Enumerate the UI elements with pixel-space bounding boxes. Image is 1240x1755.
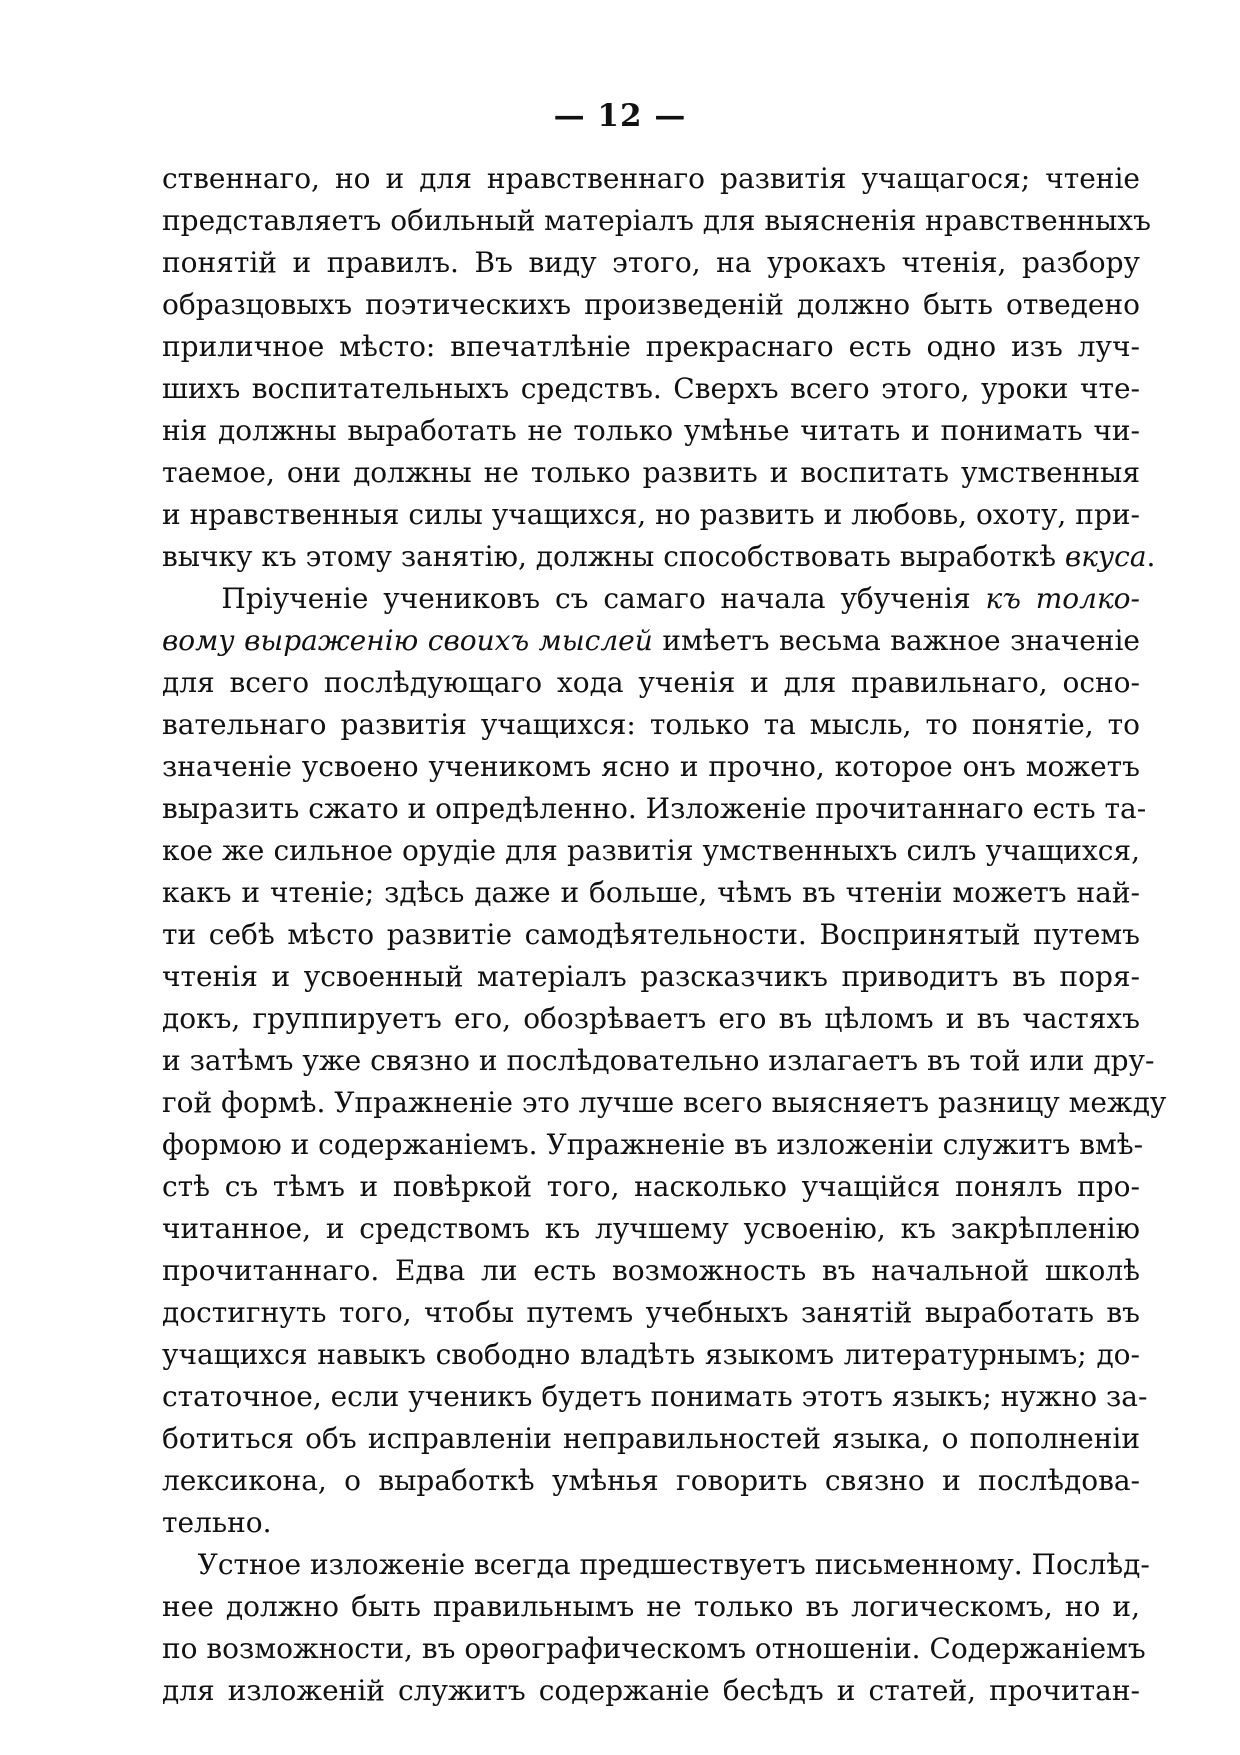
- text-run: ботиться объ исправленіи неправильностей языка, о пополненіи: [162, 1422, 1140, 1455]
- text-run: кое же сильное орудіе для развитія умственныхъ силъ учащихся,: [162, 834, 1140, 867]
- text-run: читанное, и средствомъ къ лучшему усвоенію, къ закрѣпленію: [162, 1212, 1140, 1245]
- text-run: приличное мѣсто: впечатлѣніе прекраснаго есть одно изъ луч-: [162, 330, 1140, 363]
- text-line: [162, 620, 1140, 662]
- text-run: тельно.: [162, 1506, 272, 1539]
- text-run: представляетъ обильный матеріалъ для выясненія нравственныхъ: [162, 204, 1151, 237]
- text-line: [162, 536, 1156, 578]
- text-line: [162, 284, 1140, 326]
- text-run: нее должно быть правильнымъ не только въ логическомъ, но и,: [162, 1590, 1140, 1623]
- text-line: [162, 746, 1140, 788]
- text-run: ти себѣ мѣсто развитіе самодѣятельности. Воспринятый путемъ: [162, 918, 1140, 951]
- italic-text: къ толко-: [985, 582, 1140, 615]
- text-line: [162, 872, 1140, 914]
- text-line: [162, 1334, 1140, 1376]
- text-line: [162, 956, 1140, 998]
- text-line: [162, 578, 1140, 620]
- text-run: таемое, они должны не только развить и воспитать умственныя: [162, 456, 1140, 489]
- text-line: [162, 1124, 1144, 1166]
- text-run: лексикона, о выработкѣ умѣнья говорить связно и послѣдова-: [162, 1464, 1140, 1497]
- text-run: выразить сжато и опредѣленно. Изложеніе прочитаннаго есть та-: [162, 792, 1147, 825]
- text-line: [162, 1082, 1167, 1124]
- text-run: какъ и чтеніе; здѣсь даже и больше, чѣмъ въ чтеніи можетъ най-: [162, 876, 1140, 909]
- text-line: [162, 368, 1140, 410]
- text-run: Устное изложеніе всегда предшествуетъ письменному. Послѣд-: [162, 1548, 1150, 1581]
- text-line: [162, 1040, 1155, 1082]
- text-run: образцовыхъ поэтическихъ произведеній должно быть отведено: [162, 288, 1140, 321]
- text-line: [162, 1418, 1140, 1460]
- text-line: [162, 1670, 1140, 1712]
- text-run: понятій и правилъ. Въ виду этого, на урокахъ чтенія, разбору: [162, 246, 1140, 279]
- text-run: статочное, если ученикъ будетъ понимать этотъ языкъ; нужно за-: [162, 1380, 1148, 1413]
- text-run: Пріученіе учениковъ съ самаго начала убученія: [162, 582, 986, 615]
- text-line: [162, 1292, 1140, 1334]
- text-run: учащихся навыкъ свободно владѣть языкомъ литературнымъ; до-: [162, 1338, 1140, 1371]
- text-line: [162, 998, 1140, 1040]
- text-line: [162, 1544, 1150, 1586]
- text-run: .: [1146, 540, 1156, 573]
- text-run: для изложеній служитъ содержаніе бесѣдъ и статей, прочитан-: [162, 1674, 1140, 1707]
- text-run: вычку къ этому занятію, должны способствовать выработкѣ: [162, 540, 1065, 573]
- text-line: [162, 1250, 1140, 1292]
- text-run: нія должны выработать не только умѣнье читать и понимать чи-: [162, 414, 1140, 447]
- text-run: имѣетъ весьма важное значеніе: [652, 624, 1140, 657]
- text-line: [162, 1166, 1140, 1208]
- text-line: [162, 788, 1147, 830]
- body-text: [162, 158, 1167, 1712]
- text-line: [162, 1586, 1140, 1628]
- text-line: [162, 1628, 1146, 1670]
- text-line: [162, 494, 1140, 536]
- text-run: гой формѣ. Упражненіе это лучше всего выясняетъ разницу между: [162, 1086, 1167, 1119]
- text-run: ственнаго, но и для нравственнаго развитія учащагося; чтеніе: [162, 162, 1140, 195]
- text-run: шихъ воспитательныхъ средствъ. Сверхъ всего этого, уроки чте-: [162, 372, 1140, 405]
- text-run: и нравственныя силы учащихся, но развить и любовь, охоту, при-: [162, 498, 1140, 531]
- italic-text: вкуса: [1064, 540, 1147, 573]
- text-line: [162, 662, 1140, 704]
- text-run: чтенія и усвоенный матеріалъ разсказчикъ приводитъ въ поря-: [162, 960, 1140, 993]
- text-line: [162, 326, 1140, 368]
- text-run: и затѣмъ уже связно и послѣдовательно излагаетъ въ той или дру-: [162, 1044, 1155, 1077]
- text-run: прочитаннаго. Едва ли есть возможность въ начальной школѣ: [162, 1254, 1140, 1287]
- text-line: [162, 410, 1140, 452]
- text-run: по возможности, въ орѳографическомъ отношеніи. Содержаніемъ: [162, 1632, 1146, 1665]
- text-line: [162, 704, 1140, 746]
- text-line: [162, 200, 1151, 242]
- text-line: [162, 242, 1140, 284]
- text-line: [162, 1376, 1148, 1418]
- text-line: [162, 1460, 1140, 1502]
- text-run: стѣ съ тѣмъ и повѣркой того, насколько учащійся понялъ про-: [162, 1170, 1140, 1203]
- text-line: [162, 830, 1140, 872]
- text-line: [162, 158, 1140, 200]
- page-number: — 12 —: [553, 98, 687, 134]
- text-run: формою и содержаніемъ. Упражненіе въ изложеніи служитъ вмѣ-: [162, 1128, 1144, 1161]
- text-line: [162, 452, 1140, 494]
- text-line: [162, 1502, 1140, 1544]
- text-run: значеніе усвоено ученикомъ ясно и прочно, которое онъ можетъ: [162, 750, 1140, 783]
- text-run: докъ, группируетъ его, обозрѣваетъ его въ цѣломъ и въ частяхъ: [162, 1002, 1140, 1035]
- italic-text: вому выраженію своихъ мыслей: [162, 624, 653, 657]
- text-run: для всего послѣдующаго хода ученія и для правильнаго, осно-: [162, 666, 1140, 699]
- text-line: [162, 1208, 1140, 1250]
- text-line: [162, 914, 1140, 956]
- text-run: вательнаго развитія учащихся: только та мысль, то понятіе, то: [162, 708, 1140, 741]
- text-run: достигнуть того, чтобы путемъ учебныхъ занятій выработать въ: [162, 1296, 1140, 1329]
